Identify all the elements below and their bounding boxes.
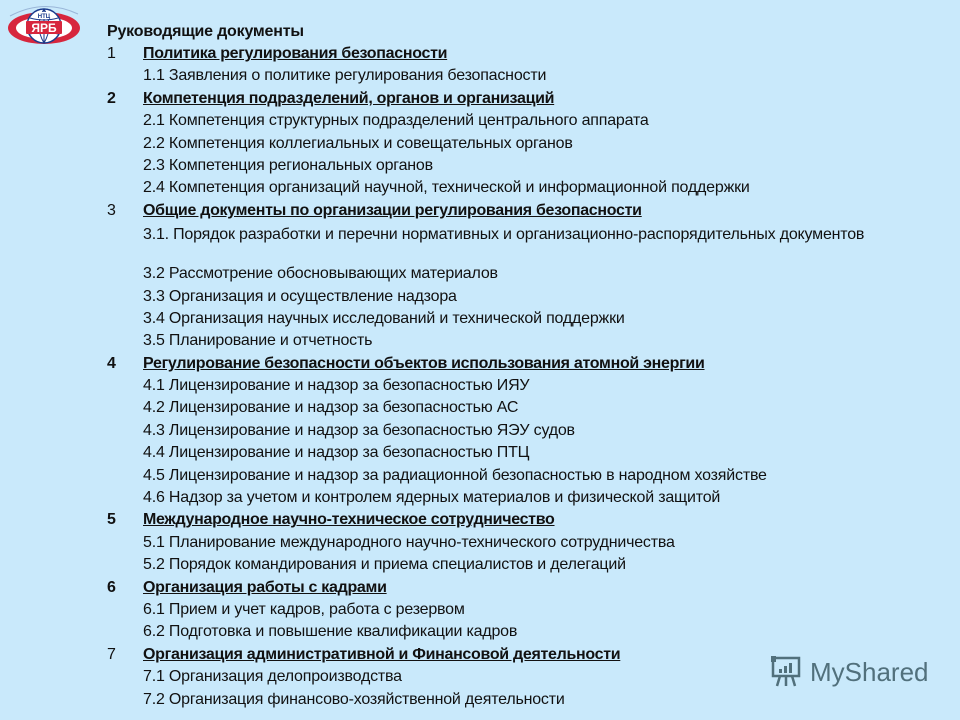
list-item: 3.1. Порядок разработки и перечни нормативных и организационно-распорядительных документов [143,226,865,244]
list-item: 4.3 Лицензирование и надзор за безопасностью ЯЭУ судов [143,421,575,439]
section-title: Организация работы с кадрами [143,578,387,596]
watermark-text: MyShared [810,656,929,687]
list-item: 5.2 Порядок командирования и приема специалистов и делегаций [143,556,626,574]
section-number: 2 [107,89,116,107]
section-heading [107,44,927,66]
section-title: Общие документы по организации регулирования безопасности [143,201,642,219]
list-item: 7.1 Организация делопроизводства [143,668,402,686]
section-number: 7 [107,645,116,663]
list-item: 2.2 Компетенция коллегиальных и совещательных органов [143,134,573,152]
list-item: 4.2 Лицензирование и надзор за безопасностью АС [143,399,519,417]
section-title: Компетенция подразделений, органов и организаций [143,89,555,107]
list-item: 3.4 Организация научных исследований и технической поддержки [143,309,625,327]
list-item: 6.1 Прием и учет кадров, работа с резервом [143,600,465,618]
section-number: 3 [107,201,116,219]
document-content [107,22,927,712]
list-item: 4.6 Надзор за учетом и контролем ядерных материалов и физической защитой [143,489,721,507]
list-item: 1.1 Заявления о политике регулирования безопасности [143,67,547,85]
section-heading [107,89,927,111]
section-number: 6 [107,578,116,596]
svg-text:ЯРБ: ЯРБ [31,21,57,35]
section-title: Политика регулирования безопасности [143,45,448,62]
section-heading [107,354,927,376]
list-item: 4.4 Лицензирование и надзор за безопасностью ПТЦ [143,444,530,462]
list-item: 4.5 Лицензирование и надзор за радиационной безопасностью в народном хозяйстве [143,466,767,484]
presentation-board-icon [768,654,804,690]
list-item: 2.1 Компетенция структурных подразделений центрального аппарата [143,112,649,130]
section-title: Международное научно-техническое сотрудничество [143,511,555,529]
section-number: 4 [107,354,116,372]
list-item: 2.3 Компетенция региональных органов [143,156,433,174]
section-number: 1 [107,45,116,62]
list-item: 2.4 Компетенция организаций научной, технической и информационной поддержки [143,179,750,197]
list-item: 3.5 Планирование и отчетность [143,332,373,350]
list-item: 4.1 Лицензирование и надзор за безопасностью ИЯУ [143,377,530,395]
list-item: 3.2 Рассмотрение обосновывающих материалов [143,265,498,283]
section-title: Организация административной и Финансовой деятельности [143,645,621,663]
svg-text:НТЦ: НТЦ [37,14,51,20]
section-heading [107,201,927,223]
list-item: 5.1 Планирование международного научно-технического сотрудничества [143,533,675,551]
section-title: Регулирование безопасности объектов использования атомной энергии [143,354,705,372]
myshared-watermark [768,655,929,689]
yarb-logo [4,2,84,48]
section-number: 5 [107,511,116,529]
list-item: 3.3 Организация и осуществление надзора [143,287,457,305]
section-heading [107,510,927,532]
list-item: 6.2 Подготовка и повышение квалификации кадров [143,623,518,641]
document-title: Руководящие документы [107,23,304,40]
list-item: 7.2 Организация финансово-хозяйственной деятельности [143,690,565,708]
section-heading [107,578,927,600]
